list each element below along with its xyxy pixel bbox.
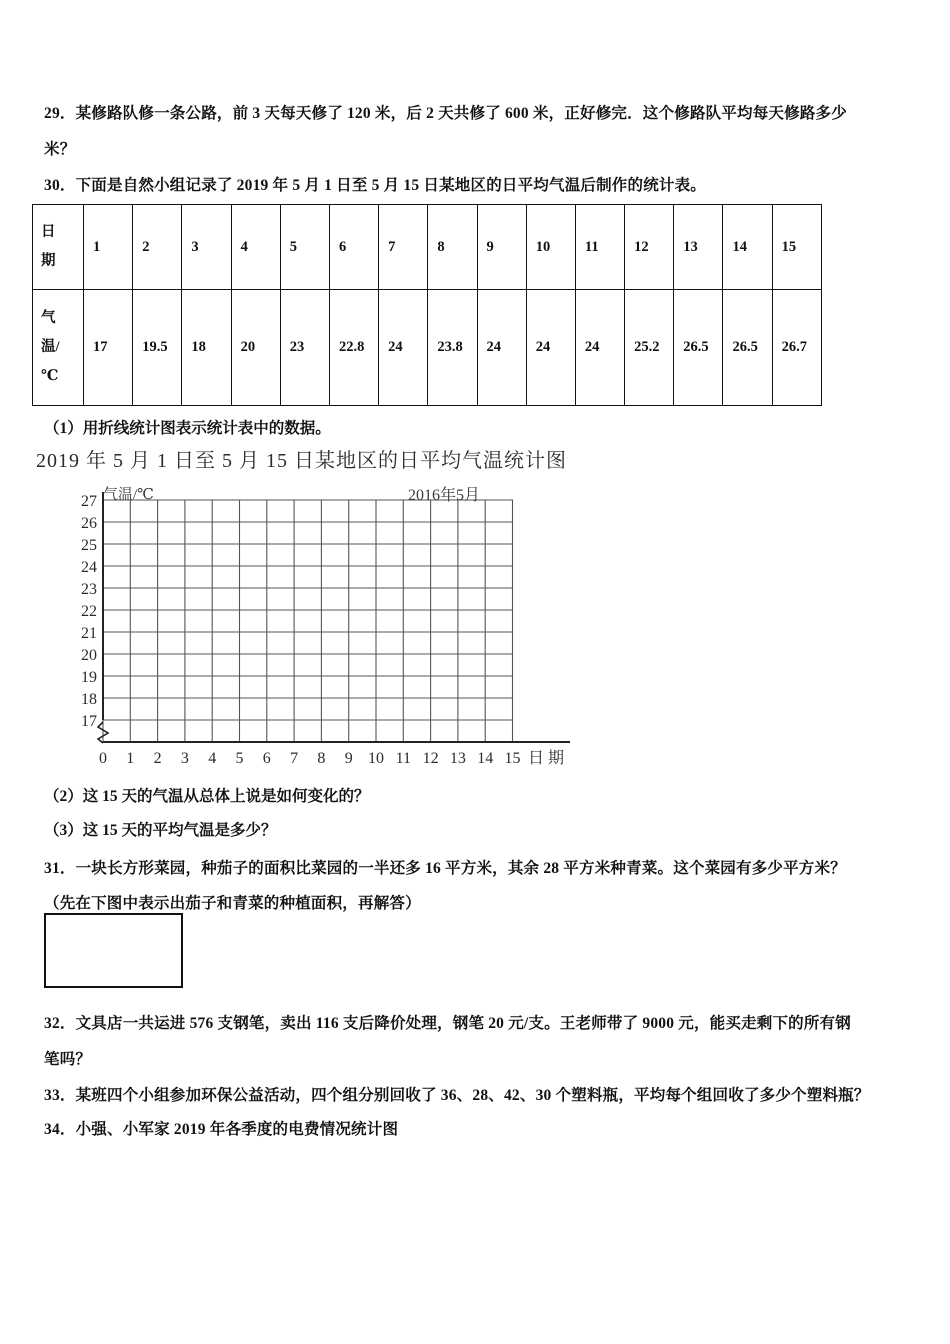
row-header-temperature [33,290,84,406]
question-29-line-1: 29．某修路队修一条公路，前 3 天每天修了 120 米，后 2 天共修了 600 米，正好修完．这个修路队平均每天修路多少 [44,105,847,122]
table-cell-date: 7 [379,205,428,290]
question-34-line-1: 34．小强、小军家 2019 年各季度的电费情况统计图 [44,1121,399,1138]
row-header-date-char-1: 日 [41,224,56,240]
table-cell-temp: 17 [84,290,133,406]
table-cell-date: 3 [182,205,231,290]
svg-text:17: 17 [81,713,97,730]
chart-x-tick-labels [99,750,521,767]
svg-text:25: 25 [81,537,97,554]
svg-text:21: 21 [81,625,97,642]
table-cell-date: 6 [329,205,378,290]
question-29-line-2: 米？ [44,141,76,158]
table-cell-date: 12 [625,205,674,290]
table-cell-temp: 23 [280,290,329,406]
table-cell-temp: 19.5 [133,290,182,406]
svg-text:2: 2 [153,750,162,767]
svg-text:3: 3 [180,750,189,767]
svg-text:19: 19 [81,669,97,686]
svg-text:14: 14 [477,750,494,767]
chart-y-tick-labels [81,493,97,730]
table-cell-date: 2 [133,205,182,290]
svg-text:13: 13 [449,750,466,767]
svg-text:9: 9 [344,750,353,767]
temperature-statistics-table [32,204,822,406]
svg-text:8: 8 [317,750,326,767]
question-30-stem: 30．下面是自然小组记录了 2019 年 5 月 1 日至 5 月 15 日某地区的日平均气温后制作的统计表。 [44,177,707,194]
question-31-drawing-box[interactable] [44,913,183,988]
svg-text:26: 26 [81,515,97,532]
table-cell-date: 1 [84,205,133,290]
svg-text:5: 5 [235,750,244,767]
svg-text:23: 23 [81,581,97,598]
svg-text:7: 7 [290,750,299,767]
question-30-sub-3: （3）这 15 天的平均气温是多少？ [44,822,277,839]
svg-text:0: 0 [99,750,107,767]
svg-text:1: 1 [126,750,135,767]
table-cell-temp: 20 [231,290,280,406]
question-31-line-1: 31．一块长方形菜园，种茄子的面积比菜园的一半还多 16 平方米，其余 28 平方米种青菜。这个菜园有多少平方米？ [44,860,846,877]
row-header-temp-char-1: 气 [41,310,56,326]
table-cell-temp: 22.8 [329,290,378,406]
chart-gridlines [103,500,513,742]
table-cell-temp: 24 [379,290,428,406]
question-33-line-1: 33．某班四个小组参加环保公益活动，四个组分别回收了 36、28、42、30 个塑料瓶，平均每个组回收了多少个塑料瓶？ [44,1087,870,1104]
table-cell-temp: 23.8 [428,290,477,406]
table-row-dates [33,205,822,290]
table-cell-temp: 18 [182,290,231,406]
row-header-date [33,205,84,290]
question-32-line-2: 笔吗？ [44,1051,92,1068]
table-cell-date: 13 [674,205,723,290]
table-cell-date: 14 [723,205,772,290]
row-header-date-char-2: 期 [41,253,56,269]
table-cell-temp: 26.7 [772,290,821,406]
chart-corner-note: 2016年5月 [408,487,481,504]
table-cell-date: 11 [575,205,624,290]
temperature-line-chart [50,482,590,767]
table-cell-date: 10 [526,205,575,290]
svg-text:6: 6 [262,750,271,767]
svg-text:22: 22 [81,603,97,620]
svg-text:15: 15 [504,750,521,767]
svg-text:18: 18 [81,691,97,708]
table-cell-temp: 24 [575,290,624,406]
chart-y-axis-label: 气温/℃ [103,487,154,503]
svg-text:24: 24 [81,559,97,576]
question-32-line-1: 32．文具店一共运进 576 支钢笔，卖出 116 支后降价处理，钢笔 20 元/支。王老师带了 9000 元，能买走剩下的所有钢 [44,1015,851,1032]
question-31-line-2: （先在下图中表示出茄子和青菜的种植面积，再解答） [44,895,421,912]
table-cell-date: 8 [428,205,477,290]
chart-axes [103,492,570,742]
chart-x-axis-title: 日 期 [527,750,565,767]
table-cell-temp: 26.5 [674,290,723,406]
svg-text:20: 20 [81,647,97,664]
table-cell-date: 4 [231,205,280,290]
table-cell-temp: 24 [477,290,526,406]
svg-text:11: 11 [395,750,412,767]
table-row-temperatures [33,290,822,406]
svg-text:12: 12 [422,750,439,767]
svg-text:27: 27 [81,493,97,510]
table-cell-date: 5 [280,205,329,290]
chart-svg [50,482,590,767]
svg-text:10: 10 [368,750,384,767]
table-cell-date: 9 [477,205,526,290]
row-header-temp-char-2: 温/ [41,339,60,355]
table-cell-date: 15 [772,205,821,290]
row-header-temp-char-3: ℃ [41,368,59,384]
svg-text:4: 4 [208,750,217,767]
table-cell-temp: 24 [526,290,575,406]
table-cell-temp: 26.5 [723,290,772,406]
chart-title: 2019 年 5 月 1 日至 5 月 15 日某地区的日平均气温统计图 [36,450,567,472]
question-30-sub-1: （1）用折线统计图表示统计表中的数据。 [44,420,331,437]
question-30-sub-2: （2）这 15 天的气温从总体上说是如何变化的？ [44,788,370,805]
table-cell-temp: 25.2 [625,290,674,406]
